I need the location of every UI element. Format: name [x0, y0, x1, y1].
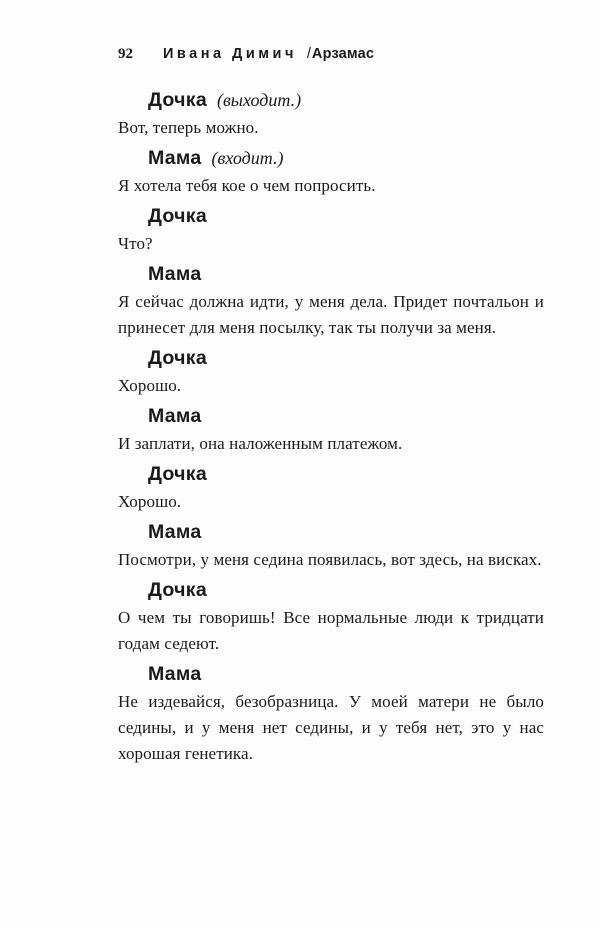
speaker-name: Мама: [148, 405, 202, 427]
dialogue-entry: [118, 345, 544, 399]
speech-text: Не издевайся, безобразница. У моей матери не было седины, и у меня нет седины, и у тебя нет, это у нас хорошая генетика.: [118, 692, 544, 763]
page-number: 92: [118, 46, 133, 62]
dialogue-entry: [118, 145, 544, 199]
speech-text: О чем ты говоришь! Все нормальные люди к тридцати годам седеют.: [118, 608, 544, 653]
dialogue-entry: [118, 203, 544, 257]
header-separator: /: [306, 46, 311, 62]
speech-text: Я сейчас должна идти, у меня дела. Придет почтальон и принесет для меня посылку, так ты получи за меня.: [118, 292, 544, 337]
speaker-name: Мама: [148, 263, 202, 285]
dialogue-entry: [118, 461, 544, 515]
speaker-name: Мама: [148, 147, 202, 169]
speaker-name: Мама: [148, 663, 202, 685]
speech-text: Что?: [118, 234, 153, 253]
book-title: Арзамас: [311, 46, 375, 62]
speech-text: Хорошо.: [118, 376, 182, 395]
speech-text: И заплати, она наложенным платежом.: [118, 434, 403, 453]
speech-text: Вот, теперь можно.: [118, 118, 259, 137]
speaker-name: Дочка: [148, 347, 207, 369]
speaker-name: Мама: [148, 521, 202, 543]
speech-text: Посмотри, у меня седина появилась, вот здесь, на висках.: [118, 550, 542, 569]
author-name: Ивана Димич: [163, 46, 297, 62]
dialogue-entry: [118, 577, 544, 657]
stage-direction: (входит.): [211, 148, 284, 168]
running-header: [118, 46, 544, 63]
speech-text: Хорошо.: [118, 492, 182, 511]
speaker-name: Дочка: [148, 89, 207, 111]
speaker-name: Дочка: [148, 579, 207, 601]
dialogue-entry: [118, 661, 544, 767]
dialogue-entry: [118, 519, 544, 573]
stage-direction: (выходит.): [216, 90, 302, 110]
dialogue-entry: [118, 403, 544, 457]
dialogue-entry: [118, 261, 544, 341]
speaker-name: Дочка: [148, 205, 207, 227]
speech-text: Я хотела тебя кое о чем попросить.: [118, 176, 376, 195]
speaker-name: Дочка: [148, 463, 207, 485]
dialogue-entry: [118, 87, 544, 141]
